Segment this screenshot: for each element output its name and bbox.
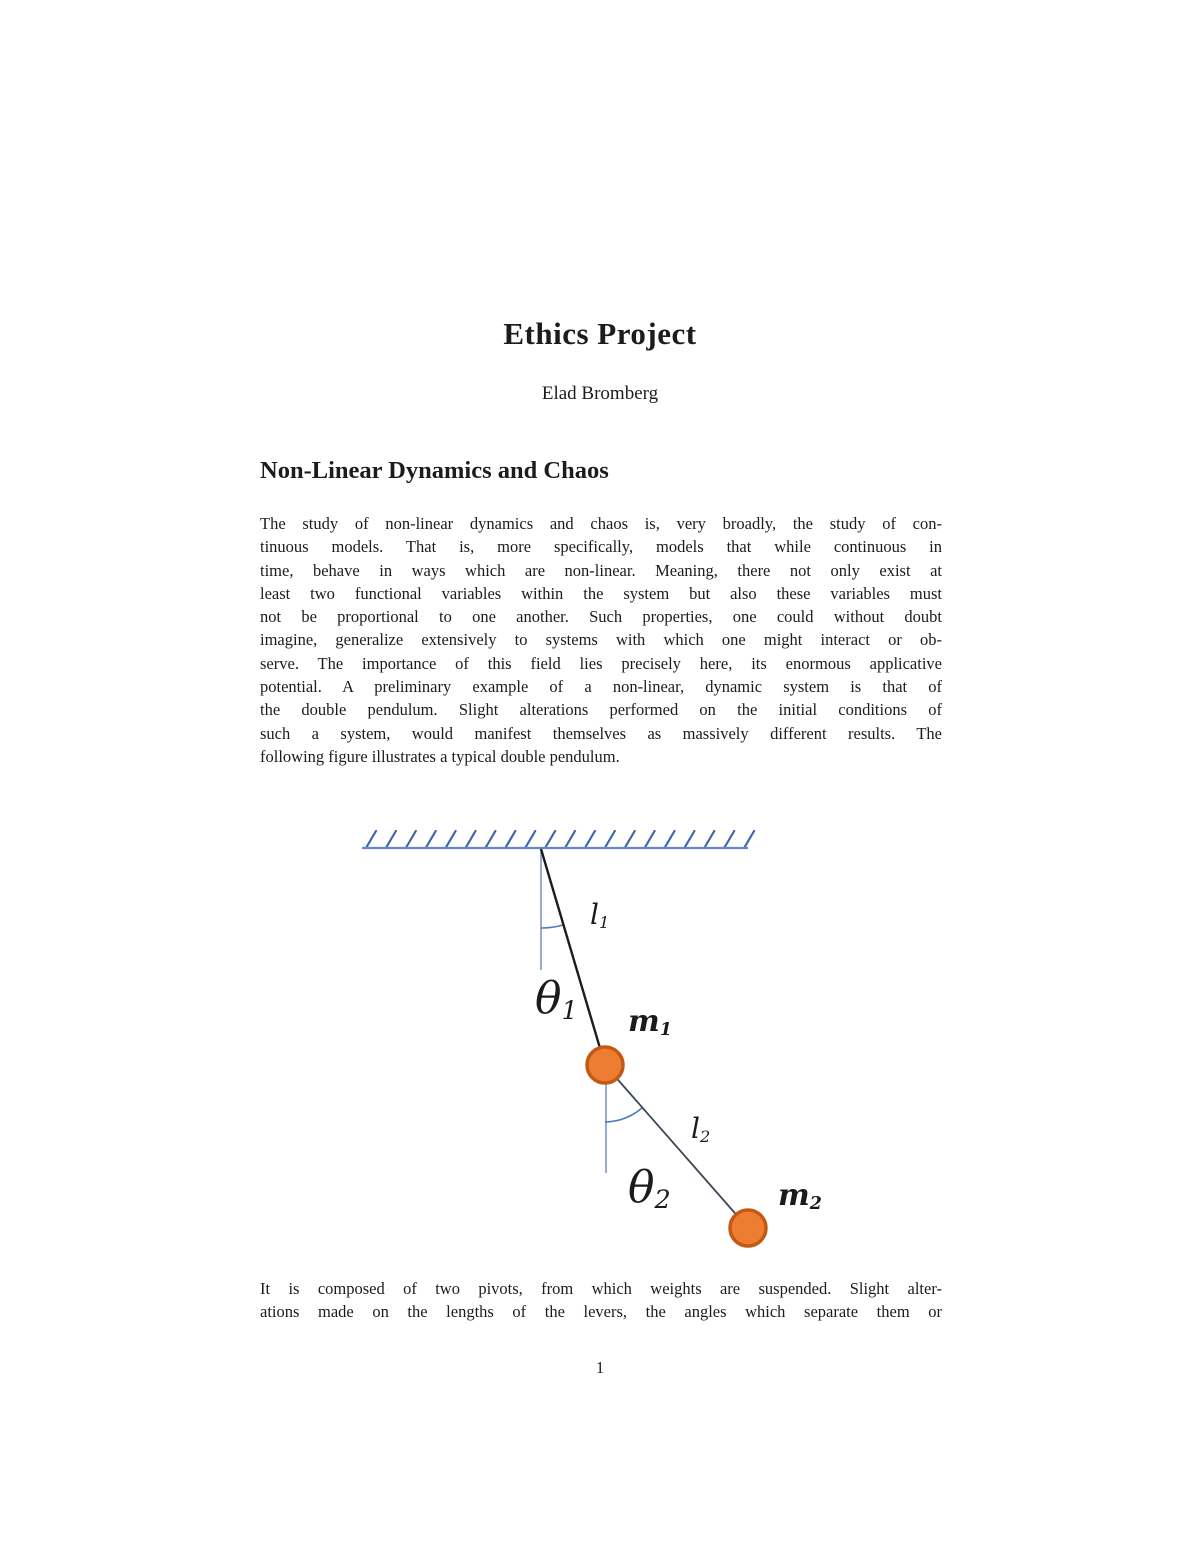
rod-2 bbox=[605, 1065, 748, 1228]
paragraph-line: serve. The importance of this field lies precisely here, its enormous applicative bbox=[260, 653, 942, 673]
ceiling-hatching bbox=[366, 831, 754, 848]
paragraph-line: potential. A preliminary example of a non-linear, dynamic system is that of bbox=[260, 677, 942, 697]
angle-arc-theta1 bbox=[541, 925, 563, 928]
paragraph-line: ations made on the lengths of the levers, the angles which separate them or bbox=[260, 1302, 942, 1322]
pendulum-diagram bbox=[350, 815, 830, 1275]
rod-1 bbox=[541, 849, 605, 1065]
paragraph-line: the double pendulum. Slight alterations performed on the initial conditions of bbox=[260, 700, 942, 720]
label-m1: $m_1$ bbox=[628, 1004, 672, 1040]
paragraph-line: time, behave in ways which are non-linear. Meaning, there not only exist at bbox=[260, 560, 942, 580]
angle-arc-theta2 bbox=[605, 1107, 643, 1122]
author-name: Elad Bromberg bbox=[541, 383, 659, 404]
label-l1: $l_1$ bbox=[590, 898, 610, 932]
label-theta1: $\theta_1$ bbox=[535, 973, 578, 1026]
paragraph-line: imagine, generalize extensively to systems with which one might interact or ob- bbox=[260, 630, 942, 650]
section-heading: Non-Linear Dynamics and Chaos bbox=[260, 457, 609, 484]
paragraph-line: such a system, would manifest themselves as massively different results. The bbox=[260, 723, 942, 743]
paragraph-line: The study of non-linear dynamics and chaos is, very broadly, the study of con- bbox=[260, 514, 942, 533]
page-title: Ethics Project bbox=[503, 316, 697, 351]
label-m2: $m_2$ bbox=[778, 1178, 822, 1214]
label-theta2: $\theta_2$ bbox=[628, 1162, 671, 1215]
paragraph-line: following figure illustrates a typical double pendulum. bbox=[260, 746, 620, 766]
paragraph-line: It is composed of two pivots, from which weights are suspended. Slight alter- bbox=[260, 1279, 942, 1298]
page-number: 1 bbox=[595, 1358, 605, 1377]
label-l2: $l_2$ bbox=[691, 1112, 711, 1146]
paragraph-line: not be proportional to one another. Such properties, one could without doubt bbox=[260, 607, 942, 627]
body-paragraph-after-figure bbox=[260, 1277, 942, 1324]
mass-1-circle bbox=[587, 1047, 623, 1083]
paragraph-line: least two functional variables within the system but also these variables must bbox=[260, 583, 942, 603]
mass-2-circle bbox=[730, 1210, 766, 1246]
paragraph-line: tinuous models. That is, more specifically, models that while continuous in bbox=[260, 537, 942, 557]
double-pendulum-figure bbox=[350, 815, 830, 1275]
body-paragraph bbox=[260, 512, 942, 768]
